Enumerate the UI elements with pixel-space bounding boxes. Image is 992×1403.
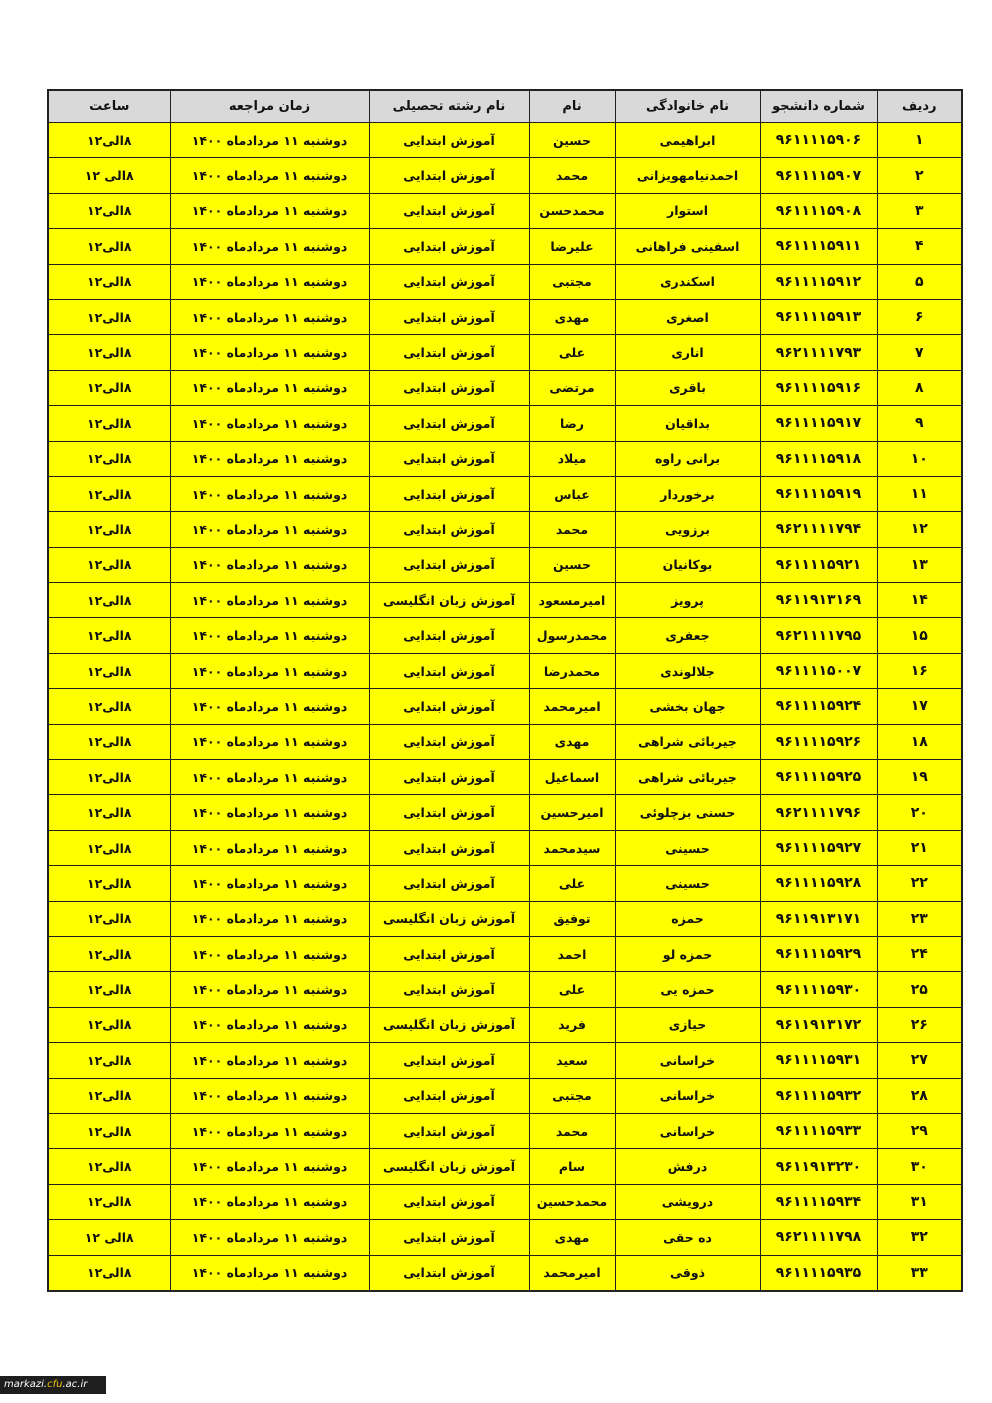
cell-student-id: ۹۶۱۱۹۱۳۱۶۹ (760, 583, 877, 618)
cell-major: آموزش زبان انگلیسی (369, 1149, 529, 1184)
cell-row-number: ۲ (877, 158, 962, 193)
cell-last-name: حسینی (615, 830, 760, 865)
cell-major: آموزش ابتدایی (369, 760, 529, 795)
cell-student-id: ۹۶۲۱۱۱۱۷۹۸ (760, 1220, 877, 1255)
cell-hours: ۸الی۱۲ (48, 406, 170, 441)
cell-visit-date: دوشنبه ۱۱ مردادماه ۱۴۰۰ (170, 547, 369, 582)
watermark-highlight: cfu (47, 1379, 63, 1390)
cell-major: آموزش ابتدایی (369, 1113, 529, 1148)
cell-hours: ۸الی۱۲ (48, 1184, 170, 1219)
cell-first-name: امیرمحمد (529, 1255, 615, 1291)
cell-last-name: خراسانی (615, 1113, 760, 1148)
cell-student-id: ۹۶۱۱۱۱۵۹۲۴ (760, 689, 877, 724)
cell-student-id: ۹۶۱۱۱۱۵۹۳۵ (760, 1255, 877, 1291)
cell-last-name: خراسانی (615, 1078, 760, 1113)
cell-first-name: محمد (529, 158, 615, 193)
cell-first-name: میلاد (529, 441, 615, 476)
table-row (48, 229, 962, 264)
cell-last-name: ابراهیمی (615, 123, 760, 158)
cell-row-number: ۲۴ (877, 936, 962, 971)
cell-student-id: ۹۶۱۱۱۱۵۹۳۱ (760, 1043, 877, 1078)
cell-first-name: محمد (529, 512, 615, 547)
cell-major: آموزش ابتدایی (369, 1043, 529, 1078)
cell-visit-date: دوشنبه ۱۱ مردادماه ۱۴۰۰ (170, 901, 369, 936)
table-row (48, 1149, 962, 1184)
cell-row-number: ۵ (877, 264, 962, 299)
cell-row-number: ۲۲ (877, 866, 962, 901)
cell-last-name: جعفری (615, 618, 760, 653)
cell-visit-date: دوشنبه ۱۱ مردادماه ۱۴۰۰ (170, 406, 369, 441)
cell-row-number: ۲۳ (877, 901, 962, 936)
cell-first-name: مجتبی (529, 264, 615, 299)
cell-visit-date: دوشنبه ۱۱ مردادماه ۱۴۰۰ (170, 1113, 369, 1148)
cell-major: آموزش ابتدایی (369, 335, 529, 370)
cell-visit-date: دوشنبه ۱۱ مردادماه ۱۴۰۰ (170, 972, 369, 1007)
header-row-number: ردیف (877, 90, 962, 123)
table-row (48, 795, 962, 830)
cell-visit-date: دوشنبه ۱۱ مردادماه ۱۴۰۰ (170, 1149, 369, 1184)
cell-major: آموزش ابتدایی (369, 406, 529, 441)
cell-student-id: ۹۶۱۱۱۱۵۹۳۴ (760, 1184, 877, 1219)
cell-major: آموزش ابتدایی (369, 724, 529, 759)
cell-first-name: سعید (529, 1043, 615, 1078)
table-row (48, 547, 962, 582)
cell-last-name: جهان بخشی (615, 689, 760, 724)
cell-row-number: ۲۸ (877, 1078, 962, 1113)
cell-major: آموزش زبان انگلیسی (369, 901, 529, 936)
cell-last-name: اسفینی فراهانی (615, 229, 760, 264)
table-row (48, 972, 962, 1007)
cell-last-name: حسنی بزچلوئی (615, 795, 760, 830)
cell-visit-date: دوشنبه ۱۱ مردادماه ۱۴۰۰ (170, 1255, 369, 1291)
cell-first-name: فرید (529, 1007, 615, 1042)
cell-visit-date: دوشنبه ۱۱ مردادماه ۱۴۰۰ (170, 229, 369, 264)
cell-hours: ۸الی۱۲ (48, 618, 170, 653)
cell-major: آموزش ابتدایی (369, 264, 529, 299)
cell-row-number: ۳۳ (877, 1255, 962, 1291)
cell-first-name: مهدی (529, 1220, 615, 1255)
cell-major: آموزش ابتدایی (369, 1184, 529, 1219)
cell-hours: ۸الی۱۲ (48, 123, 170, 158)
cell-major: آموزش زبان انگلیسی (369, 1007, 529, 1042)
cell-student-id: ۹۶۱۱۱۱۵۹۱۷ (760, 406, 877, 441)
cell-major: آموزش ابتدایی (369, 866, 529, 901)
cell-hours: ۸الی۱۲ (48, 901, 170, 936)
cell-hours: ۸الی۱۲ (48, 936, 170, 971)
header-student-id: شماره دانشجو (760, 90, 877, 123)
cell-major: آموزش ابتدایی (369, 193, 529, 228)
cell-major: آموزش ابتدایی (369, 1078, 529, 1113)
cell-first-name: محمدحسین (529, 1184, 615, 1219)
table-row (48, 583, 962, 618)
cell-hours: ۸الی۱۲ (48, 547, 170, 582)
cell-visit-date: دوشنبه ۱۱ مردادماه ۱۴۰۰ (170, 123, 369, 158)
table-row (48, 1043, 962, 1078)
cell-student-id: ۹۶۱۱۱۱۵۹۲۶ (760, 724, 877, 759)
cell-major: آموزش ابتدایی (369, 972, 529, 1007)
cell-hours: ۸الی۱۲ (48, 229, 170, 264)
cell-first-name: عباس (529, 476, 615, 511)
cell-last-name: اسکندری (615, 264, 760, 299)
cell-major: آموزش ابتدایی (369, 299, 529, 334)
table-row (48, 335, 962, 370)
cell-visit-date: دوشنبه ۱۱ مردادماه ۱۴۰۰ (170, 335, 369, 370)
cell-visit-date: دوشنبه ۱۱ مردادماه ۱۴۰۰ (170, 830, 369, 865)
cell-major: آموزش ابتدایی (369, 158, 529, 193)
cell-last-name: جلالوندی (615, 653, 760, 688)
table-row (48, 689, 962, 724)
cell-last-name: جیربائی شراهی (615, 760, 760, 795)
cell-major: آموزش ابتدایی (369, 830, 529, 865)
cell-first-name: علیرضا (529, 229, 615, 264)
cell-visit-date: دوشنبه ۱۱ مردادماه ۱۴۰۰ (170, 1043, 369, 1078)
cell-first-name: مجتبی (529, 1078, 615, 1113)
cell-hours: ۸الی۱۲ (48, 830, 170, 865)
cell-visit-date: دوشنبه ۱۱ مردادماه ۱۴۰۰ (170, 476, 369, 511)
cell-visit-date: دوشنبه ۱۱ مردادماه ۱۴۰۰ (170, 1007, 369, 1042)
cell-last-name: اصغری (615, 299, 760, 334)
cell-first-name: علی (529, 972, 615, 1007)
cell-row-number: ۱۱ (877, 476, 962, 511)
table-row (48, 1220, 962, 1255)
cell-student-id: ۹۶۱۱۱۱۵۹۲۵ (760, 760, 877, 795)
cell-row-number: ۲۱ (877, 830, 962, 865)
cell-major: آموزش ابتدایی (369, 229, 529, 264)
table-row (48, 901, 962, 936)
table-row (48, 193, 962, 228)
cell-hours: ۸الی۱۲ (48, 972, 170, 1007)
cell-row-number: ۲۹ (877, 1113, 962, 1148)
cell-last-name: جیربائی شراهی (615, 724, 760, 759)
cell-visit-date: دوشنبه ۱۱ مردادماه ۱۴۰۰ (170, 724, 369, 759)
cell-last-name: ذوقی (615, 1255, 760, 1291)
watermark-suffix: .ac.ir (62, 1379, 88, 1390)
cell-visit-date: دوشنبه ۱۱ مردادماه ۱۴۰۰ (170, 512, 369, 547)
cell-student-id: ۹۶۱۱۱۱۵۹۰۷ (760, 158, 877, 193)
cell-last-name: حمزه لو (615, 936, 760, 971)
table-row (48, 1113, 962, 1148)
cell-visit-date: دوشنبه ۱۱ مردادماه ۱۴۰۰ (170, 370, 369, 405)
cell-student-id: ۹۶۱۱۱۱۵۹۳۲ (760, 1078, 877, 1113)
header-hours: ساعت (48, 90, 170, 123)
cell-student-id: ۹۶۱۱۱۱۵۰۰۷ (760, 653, 877, 688)
cell-hours: ۸الی۱۲ (48, 370, 170, 405)
site-watermark (0, 1376, 106, 1394)
table-row (48, 830, 962, 865)
table-row (48, 512, 962, 547)
cell-major: آموزش ابتدایی (369, 795, 529, 830)
cell-student-id: ۹۶۱۱۱۱۵۹۲۸ (760, 866, 877, 901)
cell-student-id: ۹۶۱۱۱۱۵۹۱۲ (760, 264, 877, 299)
cell-major: آموزش زبان انگلیسی (369, 583, 529, 618)
cell-row-number: ۱۶ (877, 653, 962, 688)
cell-major: آموزش ابتدایی (369, 547, 529, 582)
table-row (48, 158, 962, 193)
cell-last-name: باقری (615, 370, 760, 405)
cell-visit-date: دوشنبه ۱۱ مردادماه ۱۴۰۰ (170, 1078, 369, 1113)
cell-row-number: ۴ (877, 229, 962, 264)
cell-hours: ۸الی۱۲ (48, 441, 170, 476)
cell-last-name: اناری (615, 335, 760, 370)
cell-visit-date: دوشنبه ۱۱ مردادماه ۱۴۰۰ (170, 653, 369, 688)
cell-row-number: ۱ (877, 123, 962, 158)
cell-row-number: ۱۲ (877, 512, 962, 547)
cell-hours: ۸الی۱۲ (48, 193, 170, 228)
cell-hours: ۸الی۱۲ (48, 866, 170, 901)
cell-student-id: ۹۶۱۱۱۱۵۹۰۸ (760, 193, 877, 228)
cell-student-id: ۹۶۱۱۱۱۵۹۱۶ (760, 370, 877, 405)
table-row (48, 123, 962, 158)
cell-visit-date: دوشنبه ۱۱ مردادماه ۱۴۰۰ (170, 618, 369, 653)
cell-student-id: ۹۶۲۱۱۱۱۷۹۶ (760, 795, 877, 830)
cell-visit-date: دوشنبه ۱۱ مردادماه ۱۴۰۰ (170, 299, 369, 334)
cell-first-name: محمدرسول (529, 618, 615, 653)
table-row (48, 653, 962, 688)
cell-major: آموزش ابتدایی (369, 370, 529, 405)
cell-row-number: ۲۰ (877, 795, 962, 830)
cell-last-name: حمزه یی (615, 972, 760, 1007)
cell-row-number: ۳۱ (877, 1184, 962, 1219)
table-row (48, 1078, 962, 1113)
cell-last-name: حیازی (615, 1007, 760, 1042)
cell-major: آموزش ابتدایی (369, 618, 529, 653)
table-row (48, 936, 962, 971)
cell-hours: ۸الی ۱۲ (48, 158, 170, 193)
cell-row-number: ۲۵ (877, 972, 962, 1007)
cell-first-name: امیرمحمد (529, 689, 615, 724)
table-row (48, 370, 962, 405)
table-row (48, 441, 962, 476)
cell-last-name: بوکانیان (615, 547, 760, 582)
table-header-row (48, 90, 962, 123)
cell-hours: ۸الی۱۲ (48, 1113, 170, 1148)
cell-hours: ۸الی۱۲ (48, 653, 170, 688)
cell-row-number: ۲۶ (877, 1007, 962, 1042)
cell-hours: ۸الی۱۲ (48, 335, 170, 370)
cell-first-name: سام (529, 1149, 615, 1184)
cell-major: آموزش ابتدایی (369, 123, 529, 158)
cell-last-name: بداقیان (615, 406, 760, 441)
cell-row-number: ۶ (877, 299, 962, 334)
cell-hours: ۸الی۱۲ (48, 795, 170, 830)
cell-visit-date: دوشنبه ۱۱ مردادماه ۱۴۰۰ (170, 1184, 369, 1219)
cell-visit-date: دوشنبه ۱۱ مردادماه ۱۴۰۰ (170, 866, 369, 901)
cell-student-id: ۹۶۱۱۱۱۵۹۱۳ (760, 299, 877, 334)
cell-first-name: رضا (529, 406, 615, 441)
cell-hours: ۸الی۱۲ (48, 1078, 170, 1113)
cell-visit-date: دوشنبه ۱۱ مردادماه ۱۴۰۰ (170, 583, 369, 618)
cell-hours: ۸الی۱۲ (48, 299, 170, 334)
table-row (48, 476, 962, 511)
cell-last-name: برزویی (615, 512, 760, 547)
cell-last-name: برانی راوه (615, 441, 760, 476)
cell-first-name: مهدی (529, 299, 615, 334)
header-last-name: نام خانوادگی (615, 90, 760, 123)
cell-last-name: پرویز (615, 583, 760, 618)
cell-visit-date: دوشنبه ۱۱ مردادماه ۱۴۰۰ (170, 1220, 369, 1255)
cell-first-name: امیرحسین (529, 795, 615, 830)
cell-major: آموزش ابتدایی (369, 936, 529, 971)
cell-visit-date: دوشنبه ۱۱ مردادماه ۱۴۰۰ (170, 795, 369, 830)
cell-row-number: ۲۷ (877, 1043, 962, 1078)
header-visit-date: زمان مراجعه (170, 90, 369, 123)
cell-row-number: ۱۳ (877, 547, 962, 582)
cell-visit-date: دوشنبه ۱۱ مردادماه ۱۴۰۰ (170, 193, 369, 228)
cell-row-number: ۳۰ (877, 1149, 962, 1184)
table-row (48, 618, 962, 653)
cell-student-id: ۹۶۱۱۱۱۵۹۲۹ (760, 936, 877, 971)
cell-last-name: ده حقی (615, 1220, 760, 1255)
cell-major: آموزش ابتدایی (369, 689, 529, 724)
cell-last-name: خراسانی (615, 1043, 760, 1078)
cell-visit-date: دوشنبه ۱۱ مردادماه ۱۴۰۰ (170, 689, 369, 724)
cell-row-number: ۱۷ (877, 689, 962, 724)
cell-last-name: حمزه (615, 901, 760, 936)
cell-row-number: ۹ (877, 406, 962, 441)
cell-last-name: احمدنیامهویزانی (615, 158, 760, 193)
cell-first-name: محمدحسن (529, 193, 615, 228)
cell-hours: ۸الی۱۲ (48, 476, 170, 511)
cell-hours: ۸الی۱۲ (48, 264, 170, 299)
header-first-name: نام (529, 90, 615, 123)
table-row (48, 724, 962, 759)
cell-last-name: برخوردار (615, 476, 760, 511)
table-row (48, 1007, 962, 1042)
cell-first-name: علی (529, 866, 615, 901)
cell-last-name: حسینی (615, 866, 760, 901)
cell-hours: ۸الی۱۲ (48, 760, 170, 795)
table-row (48, 299, 962, 334)
cell-major: آموزش ابتدایی (369, 1220, 529, 1255)
table-row (48, 406, 962, 441)
cell-first-name: علی (529, 335, 615, 370)
cell-student-id: ۹۶۱۱۹۱۳۱۷۲ (760, 1007, 877, 1042)
cell-student-id: ۹۶۱۱۹۱۳۱۷۱ (760, 901, 877, 936)
cell-first-name: مرتضی (529, 370, 615, 405)
table-row (48, 264, 962, 299)
table-row (48, 866, 962, 901)
cell-row-number: ۱۸ (877, 724, 962, 759)
cell-hours: ۸الی۱۲ (48, 689, 170, 724)
cell-major: آموزش ابتدایی (369, 512, 529, 547)
cell-first-name: سیدمحمد (529, 830, 615, 865)
cell-student-id: ۹۶۲۱۱۱۱۷۹۴ (760, 512, 877, 547)
cell-row-number: ۳ (877, 193, 962, 228)
cell-row-number: ۱۴ (877, 583, 962, 618)
cell-hours: ۸الی۱۲ (48, 1043, 170, 1078)
table-row (48, 760, 962, 795)
cell-student-id: ۹۶۱۱۱۱۵۹۳۰ (760, 972, 877, 1007)
cell-first-name: حسین (529, 123, 615, 158)
cell-student-id: ۹۶۱۱۱۱۵۹۳۳ (760, 1113, 877, 1148)
cell-visit-date: دوشنبه ۱۱ مردادماه ۱۴۰۰ (170, 158, 369, 193)
cell-row-number: ۷ (877, 335, 962, 370)
cell-first-name: امیرمسعود (529, 583, 615, 618)
cell-last-name: استوار (615, 193, 760, 228)
cell-student-id: ۹۶۱۱۱۱۵۹۰۶ (760, 123, 877, 158)
cell-first-name: حسین (529, 547, 615, 582)
cell-row-number: ۱۵ (877, 618, 962, 653)
cell-major: آموزش ابتدایی (369, 653, 529, 688)
cell-student-id: ۹۶۲۱۱۱۱۷۹۳ (760, 335, 877, 370)
cell-student-id: ۹۶۱۱۱۱۵۹۲۷ (760, 830, 877, 865)
cell-first-name: اسماعیل (529, 760, 615, 795)
cell-first-name: محمدرضا (529, 653, 615, 688)
cell-hours: ۸الی۱۲ (48, 512, 170, 547)
cell-hours: ۸الی۱۲ (48, 1149, 170, 1184)
cell-student-id: ۹۶۱۱۱۱۵۹۱۹ (760, 476, 877, 511)
cell-first-name: توفیق (529, 901, 615, 936)
cell-hours: ۸الی۱۲ (48, 583, 170, 618)
schedule-table (47, 89, 963, 1292)
cell-major: آموزش ابتدایی (369, 1255, 529, 1291)
cell-hours: ۸الی ۱۲ (48, 1220, 170, 1255)
cell-first-name: احمد (529, 936, 615, 971)
cell-row-number: ۱۹ (877, 760, 962, 795)
cell-student-id: ۹۶۱۱۱۱۵۹۱۱ (760, 229, 877, 264)
cell-last-name: درفش (615, 1149, 760, 1184)
cell-major: آموزش ابتدایی (369, 476, 529, 511)
watermark-prefix: markazi. (4, 1379, 48, 1390)
cell-student-id: ۹۶۱۱۱۱۵۹۲۱ (760, 547, 877, 582)
header-major: نام رشته تحصیلی (369, 90, 529, 123)
cell-last-name: درویشی (615, 1184, 760, 1219)
cell-student-id: ۹۶۲۱۱۱۱۷۹۵ (760, 618, 877, 653)
cell-row-number: ۳۲ (877, 1220, 962, 1255)
cell-student-id: ۹۶۱۱۱۱۵۹۱۸ (760, 441, 877, 476)
table-row (48, 1255, 962, 1291)
cell-visit-date: دوشنبه ۱۱ مردادماه ۱۴۰۰ (170, 264, 369, 299)
cell-row-number: ۸ (877, 370, 962, 405)
cell-first-name: محمد (529, 1113, 615, 1148)
cell-hours: ۸الی۱۲ (48, 724, 170, 759)
cell-major: آموزش ابتدایی (369, 441, 529, 476)
cell-visit-date: دوشنبه ۱۱ مردادماه ۱۴۰۰ (170, 760, 369, 795)
cell-hours: ۸الی۱۲ (48, 1007, 170, 1042)
cell-row-number: ۱۰ (877, 441, 962, 476)
cell-visit-date: دوشنبه ۱۱ مردادماه ۱۴۰۰ (170, 936, 369, 971)
cell-student-id: ۹۶۱۱۹۱۳۲۳۰ (760, 1149, 877, 1184)
cell-visit-date: دوشنبه ۱۱ مردادماه ۱۴۰۰ (170, 441, 369, 476)
table-row (48, 1184, 962, 1219)
cell-first-name: مهدی (529, 724, 615, 759)
cell-hours: ۸الی۱۲ (48, 1255, 170, 1291)
